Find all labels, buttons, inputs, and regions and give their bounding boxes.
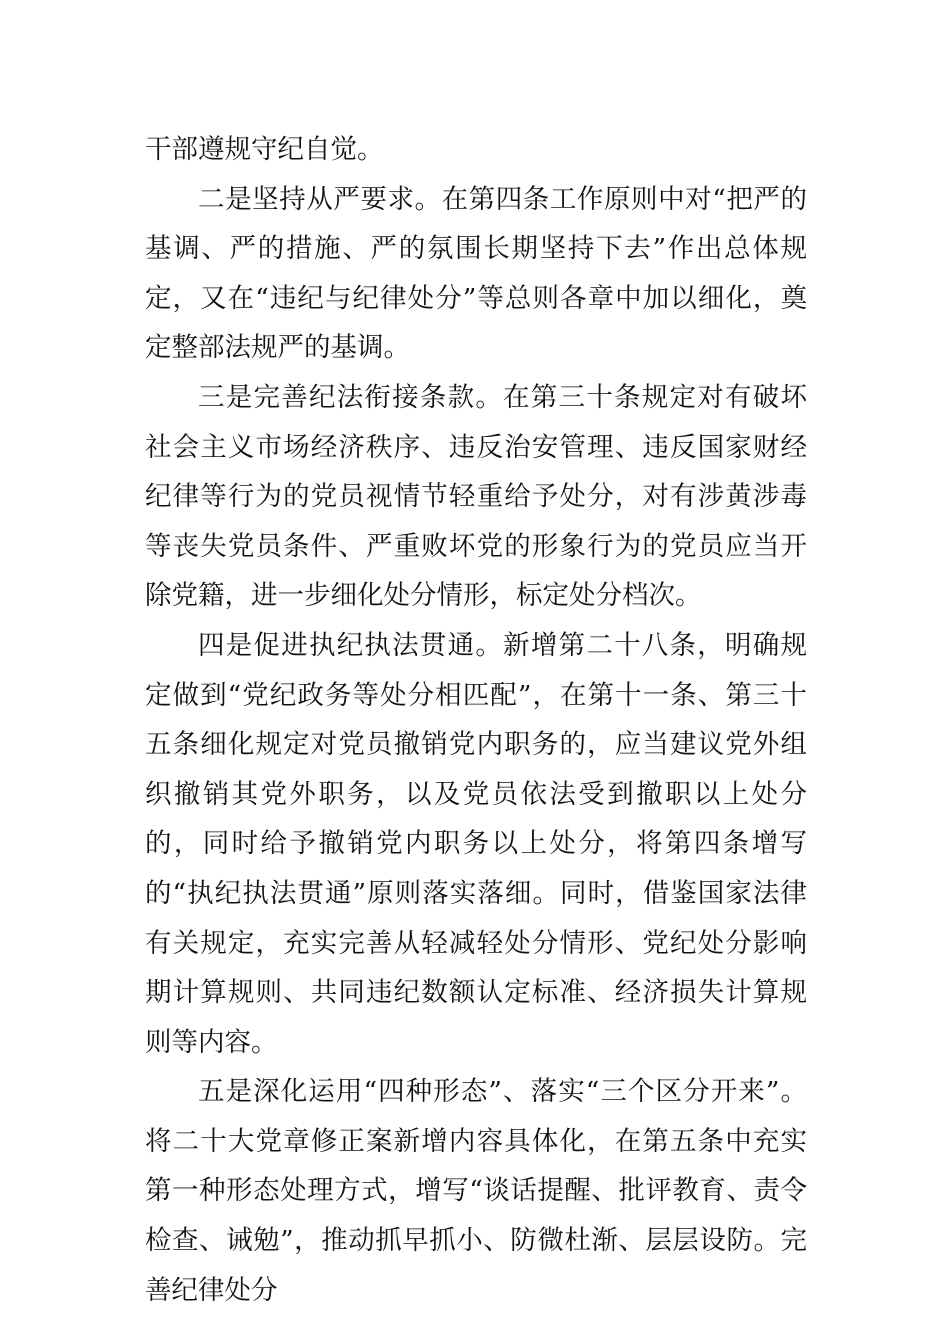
paragraph-5-four-forms: 五是深化运用“四种形态”、落实“三个区分开来”。将二十大党章修正案新增内容具体化，在第五条中充实第一种形态处理方式，增写“谈话提醒、批评教育、责令检查、诫勉”，推动抓早抓小、防微杜渐、层层设防。完善纪律处分 <box>145 1076 807 1306</box>
paragraph-3-discipline-law-linkage: 三是完善纪法衔接条款。在第三十条规定对有破坏社会主义市场经济秩序、违反治安管理、违反国家财经纪律等行为的党员视情节轻重给予处分，对有涉黄涉毒等丧失党员条件、严重败坏党的形象行为的党员应当开除党籍，进一步细化处分情形，标定处分档次。 <box>145 381 807 612</box>
paragraph-2-strict-requirements: 二是坚持从严要求。在第四条工作原则中对“把严的基调、严的措施、严的氛围长期坚持下去”作出总体规定，又在“违纪与纪律处分”等总则各章中加以细化，奠定整部法规严的基调。 <box>145 183 807 364</box>
document-body <box>145 125 807 1315</box>
paragraph-4-enforcement-integration: 四是促进执纪执法贯通。新增第二十八条，明确规定做到“党纪政务等处分相匹配”，在第十一条、第三十五条细化规定对党员撤销党内职务的，应当建议党外组织撤销其党外职务，以及党员依法受到撤职以上处分的，同时给予撤销党内职务以上处分，将第四条增写的“执纪执法贯通”原则落实落细。同时，借鉴国家法律有关规定，充实完善从轻减轻处分情形、党纪处分影响期计算规则、共同违纪数额认定标准、经济损失计算规则等内容。 <box>145 629 807 1058</box>
paragraph-continuation: 干部遵规守纪自觉。 <box>145 134 384 165</box>
